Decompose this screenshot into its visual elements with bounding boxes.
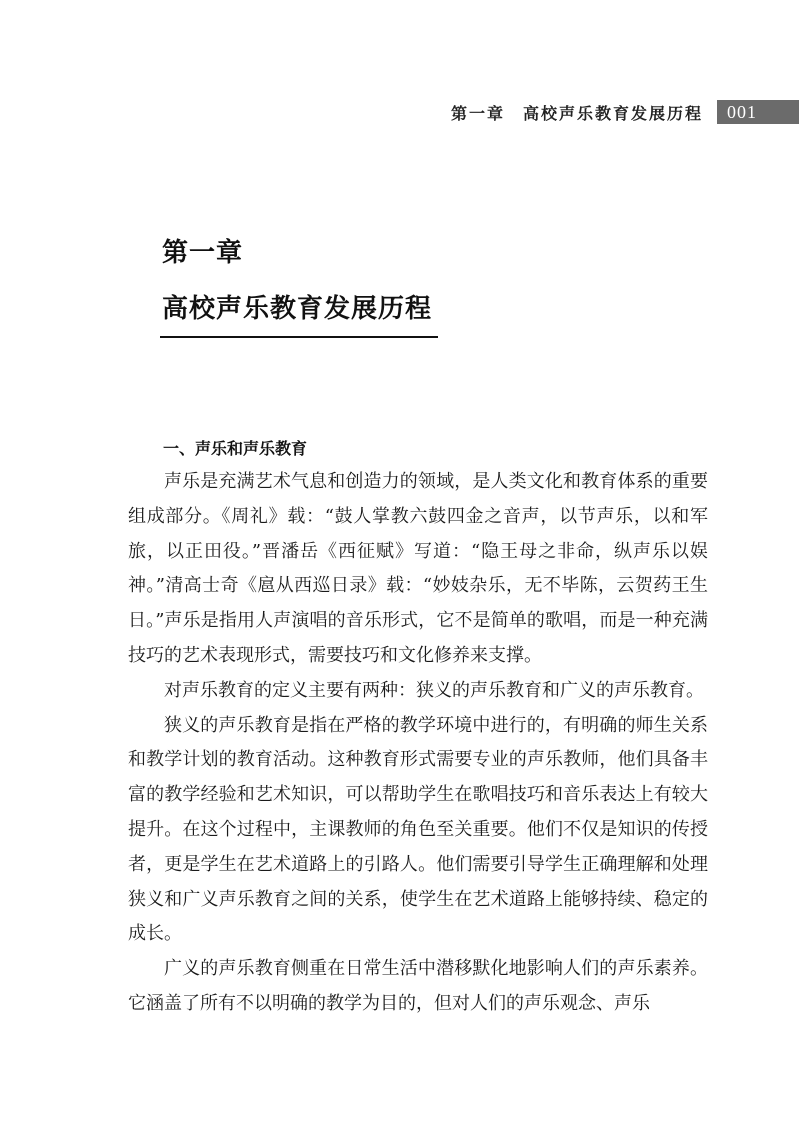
running-header [451,100,799,124]
paragraph: 广义的声乐教育侧重在日常生活中潜移默化地影响人们的声乐素养。它涵盖了所有不以明确的教学为目的，但对人们的声乐观念、声乐 [128,958,708,1014]
paragraph: 对声乐教育的定义主要有两种：狭义的声乐教育和广义的声乐教育。 [164,679,704,701]
running-header-chapter: 第一章 [450,103,505,123]
chapter-label: 第一章 [162,238,244,268]
title-divider [160,336,438,338]
paragraph: 狭义的声乐教育是指在严格的教学环境中进行的，有明确的师生关系和教学计划的教育活动。这种教育形式需要专业的声乐教师，他们具备丰富的教学经验和艺术知识，可以帮助学生在歌唱技巧和音乐表达上有较大提升。在这个过程中，主课教师的角色至关重要。他们不仅是知识的传授者，更是学生在艺术道路上的引路人。他们需要引导学生正确理解和处理狭义和广义声乐教育之间的关系，使学生在艺术道路上能够持续、稳定的成长。 [128,714,708,945]
body-text [128,465,708,1022]
section-heading: 一、声乐和声乐教育 [163,439,308,458]
running-header-text [451,101,703,124]
page-number: 001 [717,100,799,124]
running-header-title: 高校声乐教育发展历程 [522,103,703,123]
paragraph: 声乐是充满艺术气息和创造力的领域，是人类文化和教育体系的重要组成部分。《周礼》载：“鼓人掌教六鼓四金之音声，以节声乐，以和军旅，以正田役。”晋潘岳《西征赋》写道：“隐王母之非命，纵声乐以娱神。”清高士奇《扈从西巡日录》载：“妙妓杂乐，无不毕陈，云贺药王生日。”声乐是指用人声演唱的音乐形式，它不是简单的歌唱，而是一种充满技巧的艺术表现形式，需要技巧和文化修养来支撑。 [128,471,708,666]
chapter-title: 高校声乐教育发展历程 [162,294,433,324]
